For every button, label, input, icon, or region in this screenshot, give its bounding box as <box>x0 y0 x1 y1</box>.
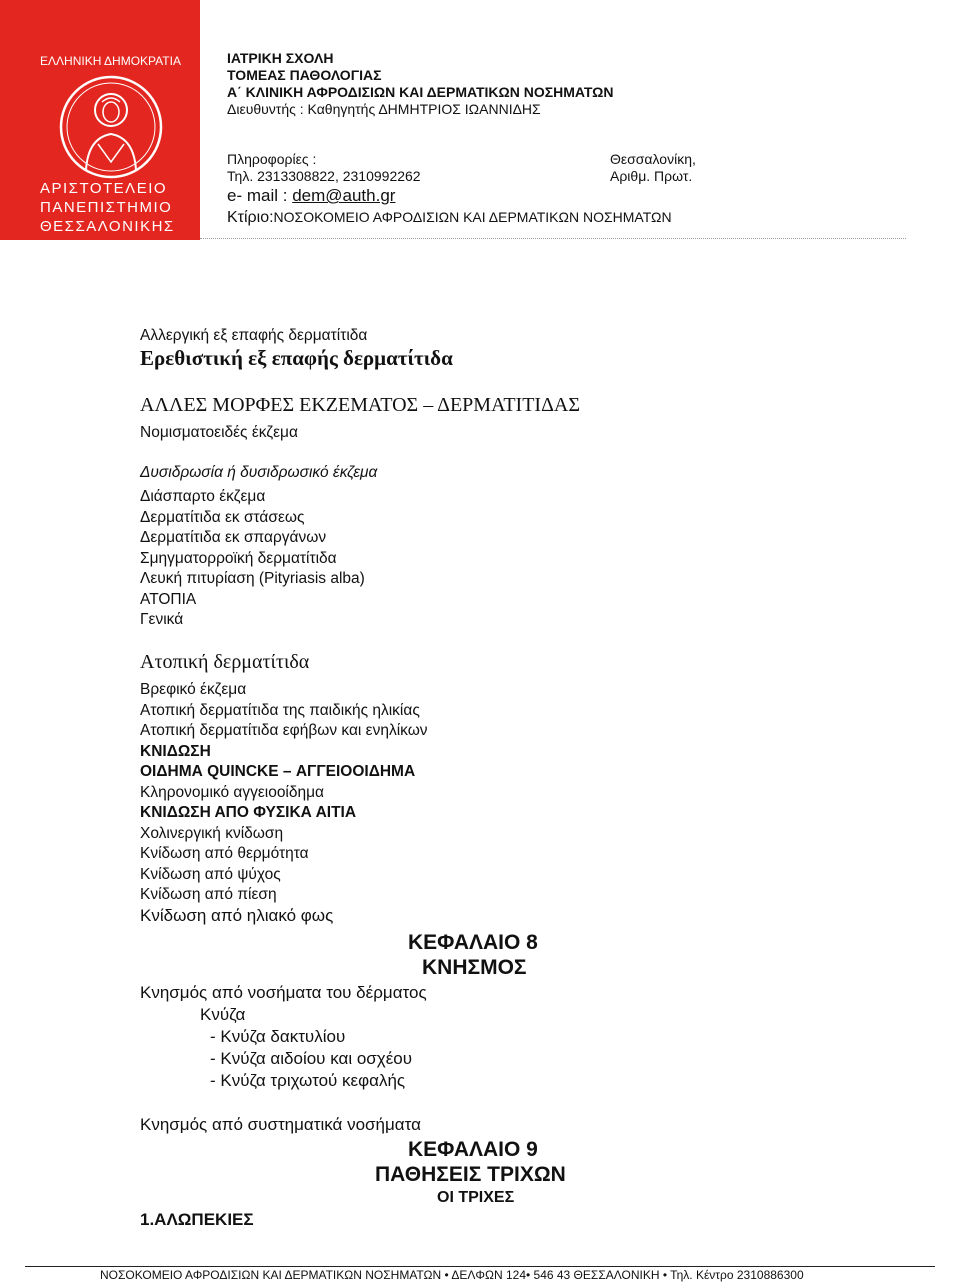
building-label: Κτίριο: <box>227 209 274 226</box>
text-line: Κνίδωση από ηλιακό φως <box>140 906 334 925</box>
text-line: ΚΝΙΔΩΣΗ <box>140 743 211 760</box>
footer-divider <box>25 1266 935 1267</box>
university-name-line3: ΘΕΣΣΑΛΟΝΙΚΗΣ <box>40 218 175 235</box>
chapter-title: ΠΑΘΗΣΕΙΣ ΤΡΙΧΩΝ <box>375 1163 566 1186</box>
text-line: Ατοπική δερματίτιδα της παιδικής ηλικίας <box>140 702 420 719</box>
text-line: Αλλεργική εξ επαφής δερματίτιδα <box>140 327 368 344</box>
text-line: Σμηγματορροϊκή δερματίτιδα <box>140 550 337 567</box>
text-line: Δερματίτιδα εκ στάσεως <box>140 509 305 526</box>
section-heading: Ατοπική δερματίτιδα <box>140 651 310 673</box>
text-line: Δερματίτιδα εκ σπαργάνων <box>140 529 327 546</box>
text-line: Ατοπική δερματίτιδα εφήβων και ενηλίκων <box>140 722 428 739</box>
city-label: Θεσσαλονίκη, <box>610 151 696 167</box>
text-line: Κληρονομικό αγγειοοίδημα <box>140 784 325 801</box>
chapter-subtitle: ΟΙ ΤΡΙΧΕΣ <box>437 1189 515 1206</box>
email-label: e- mail : <box>227 186 293 205</box>
text-line: Λευκή πιτυρίαση (Pityriasis alba) <box>140 570 365 587</box>
text-line: Βρεφικό έκζεμα <box>140 681 247 698</box>
university-name-line1: ΑΡΙΣΤΟΤΕΛΕΙΟ <box>40 180 168 197</box>
info-label: Πληροφορίες : <box>227 151 317 167</box>
building-line <box>227 209 672 227</box>
phone-numbers: Τηλ. 2313308822, 2310992262 <box>227 168 421 184</box>
text-line: Διάσπαρτο έκζεμα <box>140 488 266 505</box>
text-line: Νομισματοειδές έκζεμα <box>140 424 298 441</box>
text-line: Κνίδωση από ψύχος <box>140 866 281 883</box>
text-line: Χολινεργική κνίδωση <box>140 825 284 842</box>
republic-label: ΕΛΛΗΝΙΚΗ ΔΗΜΟΚΡΑΤΙΑ <box>40 54 181 68</box>
text-line: ΚΝΙΔΩΣΗ ΑΠΟ ΦΥΣΙΚΑ ΑΙΤΙΑ <box>140 804 357 821</box>
clinic-name: Α΄ ΚΛΙΝΙΚΗ ΑΦΡΟΔΙΣΙΩΝ ΚΑΙ ΔΕΡΜΑΤΙΚΩΝ ΝΟΣΗΜΑΤΩΝ <box>227 84 614 100</box>
text-line: Δυσιδρωσία ή δυσιδρωσικό έκζεμα <box>140 464 378 481</box>
text-line: ΑΤΟΠΙΑ <box>140 591 197 608</box>
email-line <box>227 186 395 206</box>
list-item: - Κνύζα δακτυλίου <box>210 1027 346 1046</box>
text-line: Κνησμός από συστηματικά νοσήματα <box>140 1115 421 1134</box>
section-heading: ΑΛΛΕΣ ΜΟΡΦΕΣ ΕΚΖΕΜΑΤΟΣ – ΔΕΡΜΑΤΙΤΙΔΑΣ <box>140 394 581 416</box>
text-line: Κνίδωση από θερμότητα <box>140 845 309 862</box>
footer-address: ΝΟΣΟΚΟΜΕΙΟ ΑΦΡΟΔΙΣΙΩΝ ΚΑΙ ΔΕΡΜΑΤΙΚΩΝ ΝΟΣΗΜΑΤΩΝ • ΔΕΛΦΩΝ 124• 546 43 ΘΕΣΣΑΛΟΝΙΚΗ • Τηλ. Κέντρο 2310886300 <box>100 1268 804 1282</box>
text-line: Κνύζα <box>200 1005 246 1024</box>
department-name: ΤΟΜΕΑΣ ΠΑΘΟΛΟΓΙΑΣ <box>227 67 382 83</box>
building-name: ΝΟΣΟΚΟΜΕΙΟ ΑΦΡΟΔΙΣΙΩΝ ΚΑΙ ΔΕΡΜΑΤΙΚΩΝ ΝΟΣΗΜΑΤΩΝ <box>273 209 672 225</box>
chapter-heading: ΚΕΦΑΛΑΙΟ 9 <box>408 1138 538 1161</box>
header-divider <box>200 238 906 239</box>
text-line: ΟΙΔΗΜΑ QUINCKE – ΑΓΓΕΙΟΟΙΔΗΜΑ <box>140 763 416 780</box>
text-line: Γενικά <box>140 611 184 628</box>
university-seal-icon <box>56 72 166 182</box>
text-line: Κνησμός από νοσήματα του δέρματος <box>140 983 427 1002</box>
section-heading: Ερεθιστική εξ επαφής δερματίτιδα <box>140 346 453 370</box>
text-line: Κνίδωση από πίεση <box>140 886 277 903</box>
list-item: - Κνύζα τριχωτού κεφαλής <box>210 1071 406 1090</box>
university-name-line2: ΠΑΝΕΠΙΣΤΗΜΙΟ <box>40 199 173 216</box>
numbered-heading: 1.ΑΛΩΠΕΚΙΕΣ <box>140 1210 254 1229</box>
school-name: ΙΑΤΡΙΚΗ ΣΧΟΛΗ <box>227 50 334 66</box>
email-link[interactable]: dem@auth.gr <box>292 186 396 205</box>
director-line: Διευθυντής : Καθηγητής ΔΗΜΗΤΡΙΟΣ ΙΩΑΝΝΙΔΗΣ <box>227 101 541 117</box>
chapter-title: ΚΝΗΣΜΟΣ <box>422 956 527 979</box>
chapter-heading: ΚΕΦΑΛΑΙΟ 8 <box>408 931 538 954</box>
protocol-label: Αριθμ. Πρωτ. <box>610 168 693 184</box>
list-item: - Κνύζα αιδοίου και οσχέου <box>210 1049 413 1068</box>
